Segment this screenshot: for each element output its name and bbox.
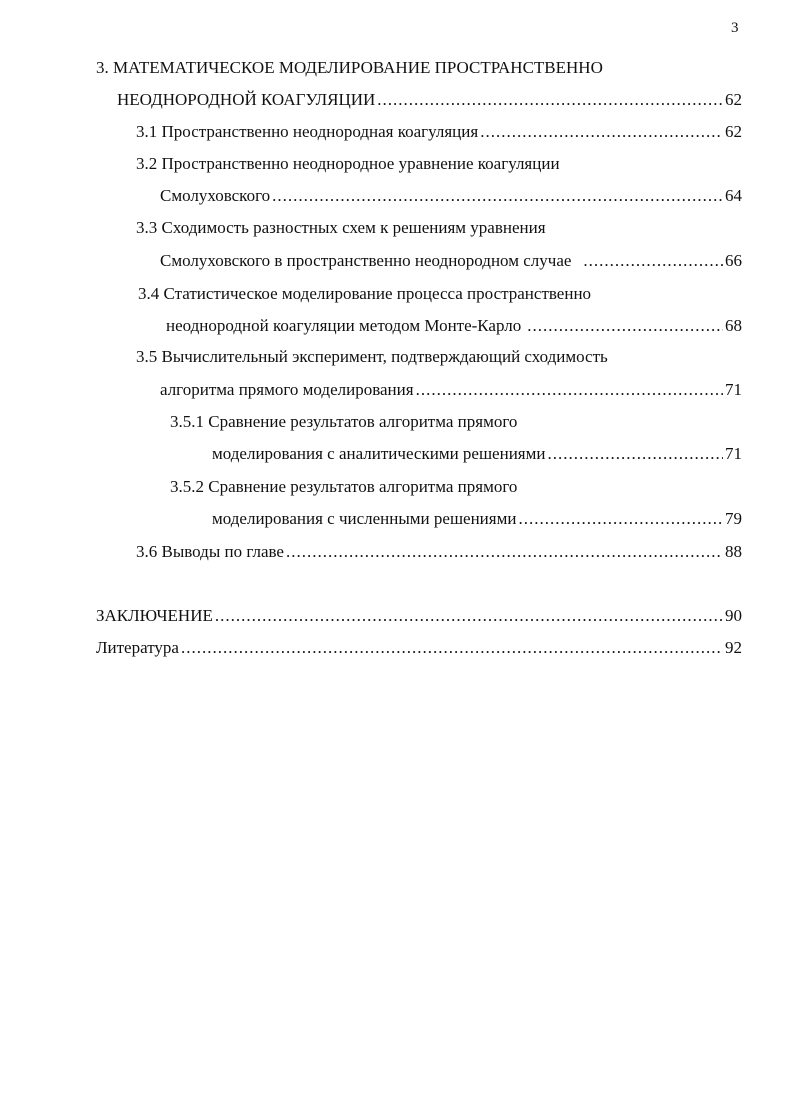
toc-section-3-3-page: 66 xyxy=(725,251,742,270)
toc-section-3-4-entry[interactable] xyxy=(166,314,742,338)
toc-section-3-3-title-line1: 3.3 Сходимость разностных схем к решениям уравнения xyxy=(136,218,546,237)
toc-chapter-3-page: 62 xyxy=(725,90,742,109)
toc-chapter-3-entry[interactable] xyxy=(117,88,742,112)
toc-section-3-5-1-entry[interactable] xyxy=(212,442,742,466)
toc-section-3-2-title-line1: 3.2 Пространственно неоднородное уравнение коагуляции xyxy=(136,154,560,173)
toc-section-3-1-page: 62 xyxy=(725,122,742,141)
dot-leader xyxy=(547,442,723,466)
toc-conclusion-page: 90 xyxy=(725,606,742,625)
toc-section-3-2-title-line2: Смолуховского xyxy=(160,186,271,205)
toc-section-3-6-entry[interactable] xyxy=(136,540,742,564)
dot-leader xyxy=(181,636,723,660)
toc-section-3-6-page: 88 xyxy=(725,542,742,561)
toc-section-3-2-page: 64 xyxy=(725,186,742,205)
toc-section-3-5-1-title-line2: моделирования с аналитическими решениями xyxy=(212,444,546,463)
toc-chapter-3-title-line2: НЕОДНОРОДНОЙ КОАГУЛЯЦИИ xyxy=(117,90,376,109)
toc-section-3-5-2-title-line2: моделирования с численными решениями xyxy=(212,509,517,528)
toc-section-3-4-title-line1: 3.4 Статистическое моделирование процесса пространственно xyxy=(138,284,592,303)
dot-leader xyxy=(518,507,723,531)
dot-leader xyxy=(272,184,723,208)
dot-leader xyxy=(527,314,723,338)
toc-section-3-5-entry[interactable] xyxy=(160,378,742,402)
toc-section-3-2-entry[interactable] xyxy=(160,184,742,208)
toc-literature-page: 92 xyxy=(725,638,742,657)
toc-section-3-5-2-entry[interactable] xyxy=(212,507,742,531)
toc-section-3-6-title: 3.6 Выводы по главе xyxy=(136,542,284,561)
toc-section-3-5-page: 71 xyxy=(725,380,742,399)
toc-conclusion-title: ЗАКЛЮЧЕНИЕ xyxy=(96,606,213,625)
toc-conclusion-entry[interactable] xyxy=(96,604,742,628)
toc-section-3-5-1-page: 71 xyxy=(725,444,742,463)
dot-leader xyxy=(377,88,723,112)
toc-literature-title: Литература xyxy=(96,638,179,657)
toc-section-3-5-1-title-line1: 3.5.1 Сравнение результатов алгоритма прямого xyxy=(170,412,518,431)
toc-section-3-4-title-line2: неоднородной коагуляции методом Монте-Карло xyxy=(166,316,522,335)
dot-leader xyxy=(215,604,723,628)
toc-section-3-5-title-line2: алгоритма прямого моделирования xyxy=(160,380,414,399)
toc-section-3-3-title-line2: Смолуховского в пространственно неоднородном случае xyxy=(160,251,572,270)
toc-section-3-5-title-line1: 3.5 Вычислительный эксперимент, подтверждающий сходимость xyxy=(136,347,608,366)
dot-leader xyxy=(416,378,723,402)
toc-section-3-4-page: 68 xyxy=(725,316,742,335)
toc-section-3-5-2-page: 79 xyxy=(725,509,742,528)
toc-literature-entry[interactable] xyxy=(96,636,742,660)
dot-leader xyxy=(286,540,723,564)
page-number: 3 xyxy=(731,20,739,36)
toc-section-3-1-entry[interactable] xyxy=(136,120,742,144)
dot-leader xyxy=(480,120,723,144)
toc-section-3-1-title: 3.1 Пространственно неоднородная коагуляция xyxy=(136,122,479,141)
toc-section-3-5-2-title-line1: 3.5.2 Сравнение результатов алгоритма прямого xyxy=(170,477,518,496)
dot-leader xyxy=(583,249,723,273)
toc-chapter-3-title-line1: 3. МАТЕМАТИЧЕСКОЕ МОДЕЛИРОВАНИЕ ПРОСТРАНСТВЕННО xyxy=(96,58,603,77)
toc-section-3-3-entry[interactable] xyxy=(160,249,742,273)
